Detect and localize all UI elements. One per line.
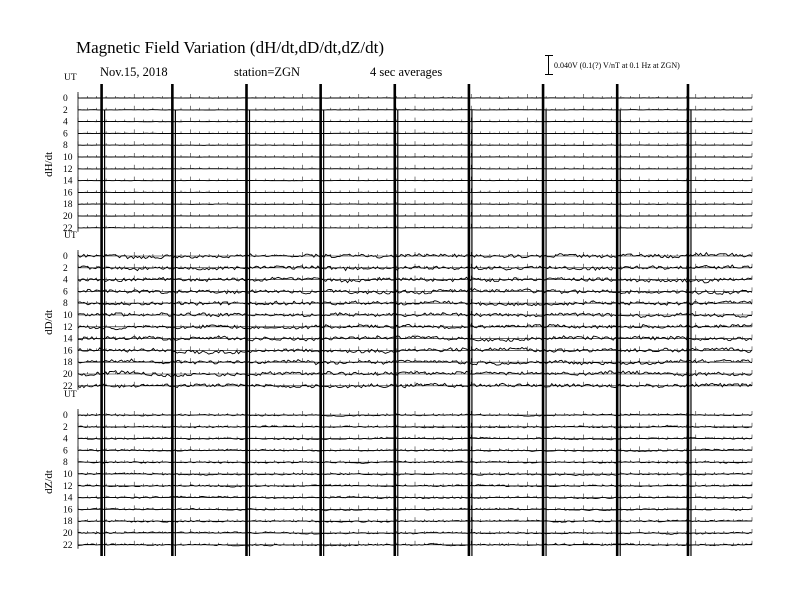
signal-trace bbox=[78, 169, 752, 170]
hour-tick-label: 18 bbox=[63, 200, 73, 211]
minute-ticks bbox=[78, 200, 752, 204]
panel-ylabel: dH/dt bbox=[43, 151, 55, 177]
ut-axis-label: UT bbox=[64, 73, 77, 83]
hour-tick-label: 16 bbox=[63, 346, 73, 357]
hour-tick-label: 18 bbox=[63, 517, 73, 528]
station-label: station=ZGN bbox=[234, 65, 301, 79]
hour-tick-label: 6 bbox=[63, 287, 68, 298]
hour-tick-label: 20 bbox=[63, 212, 73, 222]
ut-axis-label: UT bbox=[64, 231, 77, 241]
hour-tick-label: 12 bbox=[63, 164, 73, 175]
hour-tick-label: 22 bbox=[63, 223, 73, 234]
hour-tick-label: 14 bbox=[63, 493, 73, 504]
minute-ticks bbox=[78, 458, 752, 462]
hour-tick-label: 2 bbox=[63, 263, 68, 274]
hour-tick-label: 4 bbox=[63, 117, 68, 128]
signal-trace bbox=[78, 98, 752, 99]
scale-label: 0.040V (0.1(?) V/nT at 0.1 Hz at ZGN) bbox=[554, 61, 680, 70]
hour-tick-label: 14 bbox=[63, 334, 73, 345]
minute-ticks bbox=[78, 153, 752, 157]
hour-tick-label: 10 bbox=[63, 470, 73, 480]
signal-trace bbox=[78, 110, 752, 111]
minute-ticks bbox=[78, 165, 752, 169]
minute-ticks bbox=[78, 311, 752, 315]
hour-tick-label: 12 bbox=[63, 481, 73, 492]
hour-tick-label: 10 bbox=[63, 153, 73, 163]
hour-tick-label: 0 bbox=[63, 252, 68, 262]
hour-tick-label: 16 bbox=[63, 505, 73, 516]
ut-axis-label: UT bbox=[64, 390, 77, 400]
hour-tick-label: 6 bbox=[63, 129, 68, 140]
signal-trace bbox=[78, 228, 752, 229]
panel-ylabel: dZ/dt bbox=[43, 470, 55, 494]
hour-tick-label: 16 bbox=[63, 188, 73, 199]
minute-ticks bbox=[78, 188, 752, 192]
hour-tick-label: 14 bbox=[63, 176, 73, 187]
minute-ticks bbox=[78, 446, 752, 450]
panel-ylabel: dD/dt bbox=[43, 309, 55, 335]
minute-ticks bbox=[78, 299, 752, 303]
minute-ticks bbox=[78, 129, 752, 133]
averaging-label: 4 sec averages bbox=[370, 65, 443, 79]
hour-tick-label: 8 bbox=[63, 141, 68, 152]
signal-trace bbox=[78, 133, 752, 134]
hour-tick-label: 20 bbox=[63, 370, 73, 380]
signal-trace bbox=[78, 204, 752, 205]
minute-ticks bbox=[78, 177, 752, 181]
minute-ticks bbox=[78, 106, 752, 110]
hour-tick-label: 22 bbox=[63, 381, 73, 392]
hour-tick-label: 8 bbox=[63, 299, 68, 310]
chart-title: Magnetic Field Variation (dH/dt,dD/dt,dZ/dt) bbox=[76, 38, 385, 57]
hour-tick-label: 2 bbox=[63, 105, 68, 116]
hour-tick-label: 12 bbox=[63, 322, 73, 333]
hour-tick-label: 10 bbox=[63, 311, 73, 321]
minute-ticks bbox=[78, 224, 752, 228]
date-label: Nov.15, 2018 bbox=[100, 65, 168, 79]
minute-ticks bbox=[78, 264, 752, 268]
hour-tick-label: 0 bbox=[63, 94, 68, 104]
hour-tick-label: 6 bbox=[63, 446, 68, 457]
hour-tick-label: 18 bbox=[63, 358, 73, 369]
hour-tick-label: 4 bbox=[63, 434, 68, 445]
hour-tick-label: 20 bbox=[63, 529, 73, 539]
hour-tick-label: 4 bbox=[63, 275, 68, 286]
hour-tick-label: 8 bbox=[63, 458, 68, 469]
minute-ticks bbox=[78, 118, 752, 122]
minute-ticks bbox=[78, 141, 752, 145]
minute-ticks bbox=[78, 423, 752, 427]
hour-tick-label: 2 bbox=[63, 422, 68, 433]
hour-tick-label: 0 bbox=[63, 411, 68, 421]
hour-tick-label: 22 bbox=[63, 540, 73, 551]
minute-ticks bbox=[78, 541, 752, 545]
